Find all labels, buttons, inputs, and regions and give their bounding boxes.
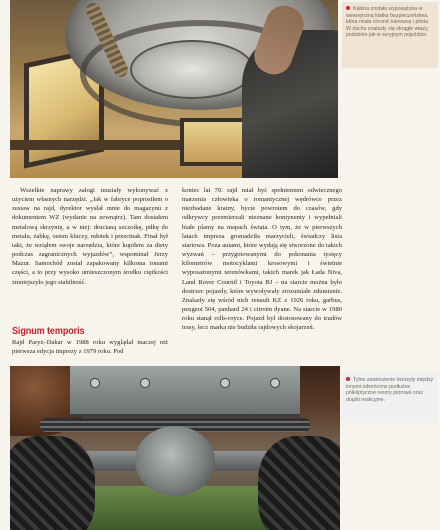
- bullet-dot-icon: [346, 377, 350, 381]
- roof-hatch: [130, 40, 254, 99]
- right-paragraph: koniec lat 70. rajd miał być spełnieniem odwiecznego marzenia człowieka o romantycznej wędrówce przez niezbadane krainy, bycie powrotem do czasów, gdy odkrywcy przemierzali nieznane kontynenty i wypełniali białe plamy na mapach świata. O tym, że w pierwszych latach impreza gromadziła marzycieli, świadczy lista startowa. Poza autami, które wydają się stworzone do takich wyzwań – przygotowanymi do pokonania tysięcy kilometrów motocyklami krosowymi i świetnie wyposażonymi terenówkami, takich marek jak Łada Niva, Land Rover Cournil i Toyota BJ – na starcie można było dostrzec pojazdy, które wywoływały zrozumiałe zdumienie. Znalazły się wśród nich renault KZ z 1926 roku, garbus, peugeot 504, panhard 24 i citroën dyane. Na starcie w 1980 roku stanął rolls-royce. Pojazd był dostosowany do trudów trasy, lecz marka nie budziła rajdowych skojarzeń.: [182, 187, 342, 332]
- section-heading: Signum temporis: [12, 325, 85, 337]
- rivet: [220, 378, 230, 388]
- section-paragraph: Rajd Paryż–Dakar w 1988 roku wyglądał inaczej niż pierwsza edycja imprezy z 1979 roku. Pod: [12, 339, 168, 356]
- left-column: [12, 186, 168, 287]
- differential: [135, 426, 215, 496]
- bullet-dot-icon: [346, 6, 350, 10]
- right-column: [182, 186, 342, 333]
- caption-bottom-text: Tylne zawieszenie tworzyły między innymi odwrócone podłużne półeliptyczne resory piórowe oraz drążki reakcyjne.: [346, 377, 434, 403]
- tyre-left: [10, 436, 95, 530]
- rivet: [270, 378, 280, 388]
- caption-top-text: Kabina została wyposażona w wewnętrzną klatkę bezpieczeństwa, która miała chronić kierowcę i pilota. W dachu znalazły się okrągłe włazy, podobnie jak w seryjnym pojeździe.: [346, 6, 430, 39]
- left-column-section: [12, 338, 168, 356]
- caption-bottom: [342, 373, 438, 423]
- chassis-frame: [70, 366, 300, 417]
- rivet: [90, 378, 100, 388]
- cabin-interior-photo: [10, 0, 338, 178]
- left-paragraph: Wszelkie naprawy załogi musiały wykonywać z użyciem własnych narzędzi. „Jak w fabryce poprosiłem o zestaw na rajd, dyrektor wysłał mnie do magazynu z dokumentem WZ (wydanie na zewnątrz). Tam dostałem metalową skrzynię, a w niej: drucianą szczotkę, piłkę do metalu, żabkę, osiem kluczy, młotek i przecinak. Finał był taki, że wziąłem swoje narzędzia, które kupiłem za diety podczas zagranicznych wyjazdów”, wspominał Jerzy Mazur. Samochód został zapakowany kilkoma tonami części, a to przy wysoko umieszczonym środku ciężkości zmniejszyło jego stabilność.: [12, 187, 168, 286]
- tyre-right: [258, 436, 340, 530]
- rear-suspension-photo: [10, 366, 340, 530]
- rivet: [140, 378, 150, 388]
- caption-top: [342, 2, 438, 68]
